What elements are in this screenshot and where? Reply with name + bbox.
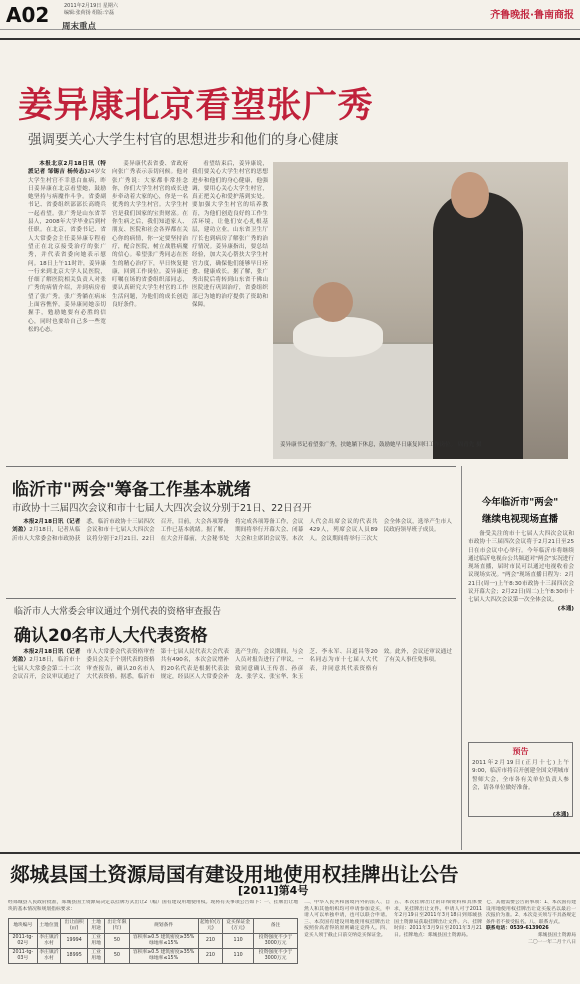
notes-3-text: 七、其他需要公告的事项：1、本次国有建设用地使用权挂牌出让竞买报名以最后一次报价为准。2、本次竞买须与不具备规定条件者不接受报名。八、联系方式。: [486, 900, 576, 925]
lead-column-2: [112, 160, 188, 438]
col-header: 地块编号: [9, 919, 38, 934]
preview-box: [468, 742, 573, 817]
table-cell: 投资强度不少于3000万元: [254, 934, 298, 949]
table-cell: 110: [223, 934, 254, 949]
second-intro: 本报2月18日讯（记者 刘盈）: [12, 519, 81, 534]
third-body-text: 2月18日，临沂市十七届人大常委会第二十二次会议召开，会议审议通过了市人大常委会代表资格审查委员会关于个别代表的资格审查报告，确认20名市人大代表资格。据悉，临沂市第十七届人民代表大会代表共有490名，本次会议增补的20名代表是根据代表法规定，经县区人大常委会补选产生的。会议期间，与会人员对报告进行了审议，一致同意确认王传喜、孙彦龙、张学义、张宝华、朱玉芝、李永军、吕道昌等20名同志为市十七届人大代表，并同意其代表资格有效。此外，会议还审议通过了有关人事任免事项。: [12, 649, 452, 680]
table-row: [9, 949, 298, 964]
lead-photo: [273, 162, 568, 459]
table-cell: 19994: [61, 934, 88, 949]
table-cell: 210: [198, 934, 223, 949]
col-header: 竞买保证金(万元): [223, 919, 254, 934]
second-body-text: 2月18日，记者从临沂市人大常委会和市政协获悉，临沂市政协十三届四次会议和市十七届人大四次会议将分别于2月21日、22日召开，目前，大会各项筹备工作已基本就绪。据了解，在大会开幕前，大会秘书处将完成各项筹备工作，会议期间将举行开幕大会、闭幕大会和主席团会议等。本次人代会出席会议的代表共429人，列席会议人员89人。会议期间将举行三次大会全体会议，选举产生市人民政府领导班子成员。: [12, 519, 452, 542]
sidebar-body-text: 备受关注的市十七届人大四次会议和市政协十三届四次会议将于2月21日至25日在市会议中心举行。今年临沂市将继续通过临沂电视台公共频道对"两会"实况进行现场直播，届时市民可以通过电视收看会议现场实况。"两会"现场直播日程为：2月21日(周一)上午8:30市政协十三届四次会议开幕大会；2月22日(周二)上午8:30市十七届人大四次会议第一次全体会议。: [468, 531, 574, 604]
footer-date: 二〇一一年二月十八日: [528, 939, 576, 945]
announcement-notes-2: 五、本次挂牌出让的详细资料和具体要求，见挂牌出让文件。申请人可于2011年2月19日至2011年3月18日到郯城县国土资源局获取挂牌出让文件。六、挂牌时间：2011年3月9日至2011年3月21日。挂牌地点：郯城县国土资源局。: [394, 900, 482, 938]
photo-caption: 姜异康书记看望张广秀，扶她躺下休息，鼓励她早日康复回归工作岗位。 周青先 摄: [280, 442, 482, 448]
sidebar-credit: (本通): [557, 605, 574, 612]
table-cell: 李庄镇沂水村: [37, 949, 61, 964]
parcel-table: [8, 918, 298, 964]
third-intro: 本报2月18日讯（记者 刘盈）: [12, 649, 81, 664]
lead-col2-text: 姜异康代表省委、省政府向张广秀表示亲切问候。他对张广秀说：大家都非常挂念你，你们大学生村官的成长进步牵动着大家的心，你是一名优秀的大学生村官。大学生村官是我们国家的宝贵财富。在你生病之后，我们知道家人、朋友、医院和社会各界都在关心你的病情，你一定要坚持治疗，配合医院，树立战胜病魔的信心。希望张广秀同志在医生的精心治疗下，早日恢复健康，回到工作岗位。姜异康还叮嘱在场的省委组织部同志，要认真研究大学生村官的工作生活问题，为他们的成长创造良好条件。: [112, 161, 188, 309]
preview-credit: (本通): [552, 812, 569, 818]
preview-body: 2011年2月19日(正月十七)上午9:00，临沂市将召开创建全国文明城市誓师大会，全市各有关单位负责人参会，请各单位做好准备。: [472, 760, 569, 791]
third-headline: 确认20名市人大代表资格: [14, 626, 208, 646]
divider-1: [6, 466, 456, 467]
table-row: [9, 934, 298, 949]
table-cell: 投资强度不少于3000万元: [254, 949, 298, 964]
date-text: 2011年2月19日 星期六: [64, 3, 118, 9]
table-cell: 容积率≥0.5 建筑密度≥35% 绿地率≤15%: [129, 934, 198, 949]
footer-org: 郯城县国土资源局: [537, 932, 576, 938]
lead-column-3: [192, 160, 268, 438]
col-header: 土地用途: [87, 919, 104, 934]
table-cell: 210: [198, 949, 223, 964]
col-header: 出让年限(年): [105, 919, 129, 934]
table-cell: 50: [105, 934, 129, 949]
sidebar-headline-2: 继续电视现场直播: [481, 514, 558, 525]
second-headline: 临沂市"两会"筹备工作基本就绪: [12, 480, 251, 500]
col-header: 土地位置: [37, 919, 61, 934]
second-body: [12, 518, 452, 592]
announcement-headline: 郯城县国土资源局国有建设用地使用权挂牌出让公告: [10, 863, 459, 886]
third-body: [12, 648, 452, 844]
col-header: 起始价(万元): [198, 919, 223, 934]
sidebar-rule: [461, 466, 462, 850]
announcement-intro: 经郯城县人民政府批准，郯城县国土资源局决定以挂牌方式出让2（幅）国有建设用地使用权。现将有关事项公告如下：一、挂牌出让地块的基本情况和规划指标要求：: [8, 900, 298, 912]
patient-figure: [313, 282, 353, 322]
masthead-rule: [0, 38, 580, 40]
table-cell: 2011-tg-03号: [9, 949, 38, 964]
page-number: A02: [6, 3, 50, 27]
announcement-notes-1: 二、中华人民共和国境内外的法人、自然人和其他组织均可申请参加竞买，申请人可以单独申请，也可以联合申请。三、本次国有建设用地使用权挂牌出让按照价高者得的原则确定竞得人。四、竞买人须于截止日前交纳竞买保证金。: [304, 900, 390, 938]
pillow: [293, 317, 383, 357]
table-cell: 容积率≥0.5 建筑密度≥35% 绿地率≤15%: [129, 949, 198, 964]
date-line: [64, 3, 184, 17]
col-header: 出让面积(㎡): [61, 919, 88, 934]
visitor-head: [451, 172, 489, 218]
lead-column-1: [28, 160, 106, 438]
table-cell: 18995: [61, 949, 88, 964]
visitor-figure: [433, 192, 523, 459]
lead-col1-text: 24岁女大学生村官不幸患白血病，昨日姜异康在北京看望她，鼓励她坚持与病魔作斗争。省委副书记、省委组织部部长高晓兵一起看望。张广秀是山东省莘县人，2008年大学毕业后到村任职。在北京，省委书记、省人大常委会主任姜异康专程看望正在北京接受治疗的张广秀，并代表省委向她表示慰问。18日上午11时许，姜异康一行来到北京大学人民医院，仔细了解医院相关负责人对张广秀的病情介绍，并到病房看望了张广秀。张广秀躺在病床上面容憔悴，姜异康同她亲切握手，勉励她要有必胜的信心，同时也要给自己多一些宽松的心态。: [28, 169, 106, 333]
lead-headline: 姜异康北京看望张广秀: [18, 86, 374, 126]
contact-phone: 联系电话：0539-6139026: [486, 926, 549, 932]
divider-2: [6, 598, 456, 599]
preview-label: 预告: [512, 747, 529, 756]
editor-text: 编辑:张荷扬 组版:辛磊: [64, 10, 114, 16]
announcement-rule-top: [0, 852, 580, 854]
announcement-notes-3: [486, 900, 576, 980]
table-header-row: [9, 919, 298, 934]
section-title: 周末重点: [62, 22, 97, 32]
sidebar-headline-1: 今年临沂市"两会": [481, 497, 559, 508]
announcement-number: [2011]第4号: [238, 884, 309, 897]
table-cell: 工业用地: [87, 949, 104, 964]
lead-intro: 本报北京2月18日讯（特派记者 邹锡吉 杨传志): [28, 161, 106, 176]
table-cell: 2011-tg-02号: [9, 934, 38, 949]
table-cell: 工业用地: [87, 934, 104, 949]
table-cell: 110: [223, 949, 254, 964]
lead-col3-text: 看望结束后，姜异康说，我们要关心大学生村官的思想进步和他们的身心健康，他强调，要用心关心大学生村官，真正把关心和爱护落到实处。要加强大学生村官的培养教育，为他们创造良好的工作生活环境，让他们安心扎根基层，建功立业。山东省卫生厅厅长也到病房了解张广秀的治疗情况。姜异康指出，要总结经验，加大关心帮扶大学生村官力度，确保他们能够早日痊愈、健康成长。据了解，张广秀出院后将转到山东省千佛山医院进行巩固治疗，省委组织部已为她的治疗提供了资助和保障。: [192, 161, 268, 309]
third-kicker: 临沂市人大常委会审议通过个别代表的资格审查报告: [14, 607, 222, 617]
col-header: 规划条件: [129, 919, 198, 934]
table-cell: 50: [105, 949, 129, 964]
sidebar-body: [468, 530, 574, 720]
table-cell: 李庄镇沂水村: [37, 934, 61, 949]
col-header: 备注: [254, 919, 298, 934]
second-subheadline: 市政协十三届四次会议和市十七届人大四次会议分别于21日、22日召开: [12, 503, 312, 514]
newspaper-brand: 齐鲁晚报·鲁南商报: [490, 10, 574, 21]
lead-subheadline: 强调要关心大学生村官的思想进步和他们的身心健康: [28, 132, 339, 148]
